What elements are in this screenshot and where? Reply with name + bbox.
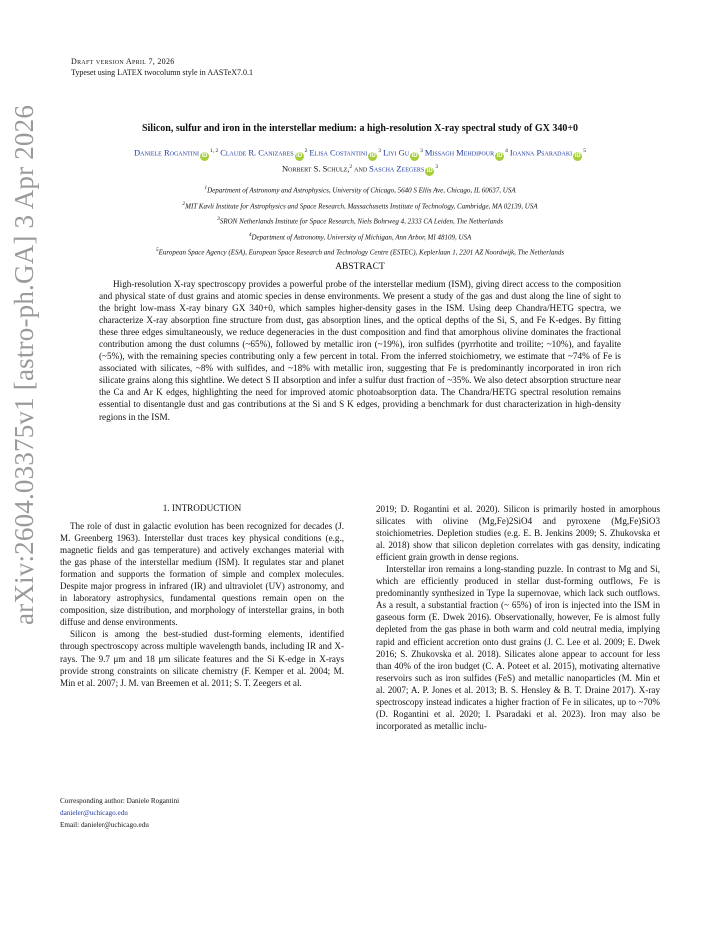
draft-version: Draft version April 7, 2026: [71, 57, 175, 66]
paragraph: 2019; D. Rogantini et al. 2020). Silicon is primarily hosted in amorphous silicates with olivine (Mg,Fe)2SiO4 and pyroxene (Mg,Fe)SiO3 stoichiometries. Depletion studies (e.g. E. B. Jenkins 2009; S. Zhukovska et al. 2018) show that silicon depletion correlates with gas density, indicating efficient grain growth in dense regions.: [376, 504, 660, 563]
affiliation: $^1$Department of Astronomy and Astrophysics, University of Chicago, 5640 S Ellis Ave, Chicago, IL 60637, USA: [204, 185, 516, 195]
paragraph: Silicon is among the best-studied dust-forming elements, identified through spectroscopy across multiple wavelength bands, including IR and X-rays. The 9.7 μm and 18 μm silicate features and the Si K-edge in X-rays provide strong constraints on silicate chemistry (F. Kemper et al. 2004; M. Min et al. 2007; J. M. van Breemen et al. 2011; S. T. Zeegers et al.: [60, 629, 344, 688]
abstract-heading: ABSTRACT: [335, 262, 385, 272]
author-affil: 3: [435, 163, 438, 170]
affiliation: $^3$SRON Netherlands Institute for Space Research, Niels Bohrweg 4, 2333 CA Leiden, The Netherlands: [217, 216, 503, 226]
author-name[interactable]: Elisa Costantini: [309, 147, 368, 158]
orcid-icon[interactable]: iD: [426, 168, 433, 175]
affiliation: $^2$MIT Kavli Institute for Astrophysics and Space Research, Massachusetts Institute of Technology, Cambridge, MA 02139, USA: [182, 200, 538, 210]
left-column: [60, 520, 344, 689]
author-affil: 5: [583, 148, 586, 154]
section-heading: 1. INTRODUCTION: [162, 503, 242, 513]
author-name[interactable]: Liyi Gu: [382, 147, 410, 158]
paragraph: The role of dust in galactic evolution has been recognized for decades (J. M. Greenberg 1963). Interstellar dust traces key physical conditions (e.g., magnetic fields and gas temperature) and actively exchanges material with the gas phase of the interstellar medium (ISM). It regulates star and planet formation and supports the formation of simple and complex molecules. Despite major progress in infrared (IR) and ultraviolet (UV) astronomy, and in laboratory astrophysics, fundamental questions remain open on the composition, size distribution, and morphology of interstellar grains, in both diffuse and dense environments.: [60, 521, 344, 628]
email-link[interactable]: danieler@uchicago.edu: [60, 809, 128, 817]
right-column: [376, 503, 660, 732]
typeset-note: Typeset using LATEX twocolumn style in AASTeX7.0.1: [71, 68, 253, 77]
author-name: Norbert S. Schulz,: [282, 163, 350, 174]
author-name[interactable]: Claude R. Canizares: [220, 147, 294, 158]
arxiv-side-stamp: arXiv:2604.03375v1 [astro-ph.GA] 3 Apr 2026: [9, 104, 39, 625]
author-affil: 1, 2: [209, 148, 219, 154]
orcid-icon[interactable]: iD: [411, 152, 418, 159]
author-list: [60, 145, 660, 176]
corresponding-author: Corresponding author: Daniele Rogantini: [60, 797, 180, 805]
orcid-icon[interactable]: iD: [201, 152, 208, 159]
orcid-icon[interactable]: iD: [574, 152, 581, 159]
author-affil: 2: [349, 163, 353, 170]
author-name[interactable]: Daniele Rogantini: [134, 147, 199, 158]
orcid-icon[interactable]: iD: [496, 152, 503, 159]
abstract-text: High-resolution X-ray spectroscopy provides a powerful probe of the interstellar medium (ISM), giving direct access to the composition and physical state of dust grains and atomic species in dense environments. We present a study of the gas and dust along the line of sight to the bright low-mass X-ray binary GX 340+0, which samples higher-density gases in the ISM. Using deep Chandra/HETG spectra, we characterize X-ray absorption fine structure from dust, gas absorption lines, and the optical depths of the Si, S, and Fe K-edges. By fitting these three edges simultaneously, we reduce degeneracies in the dust composition and find that amorphous olivine dominates the fractional contribution among the dust columns (~65%), followed by metallic iron (~19%), iron sulfides (pyrrhotite and troilite; ~10%), and fayalite (~5%), with the remaining species contributing only a few percent in total. From the inferred stoichiometry, we estimate that ~74% of Fe is associated with silicates, ~8% with sulfides, and ~18% with metallic iron, suggesting that Fe is predominantly incorporated in iron rich silicate grains along this sightline. We detect S II absorption and infer a sulfur dust fraction of ~35%. We also detect absorption structure near the Ca and Ar K edges, highlighting the need for improved atomic photoabsorption data. The Chandra/HETG spectral resolution remains essential to disentangle dust and gas contributions at the Si and S K edges, providing a benchmark for dust characterization in high-density regions in the ISM.: [99, 279, 621, 422]
affiliation: $^4$Department of Astronomy, University of Michigan, Ann Arbor, MI 48109, USA: [248, 231, 472, 241]
author-affil: 4: [505, 148, 508, 154]
header-meta: [71, 56, 253, 78]
author-affil: 3: [420, 148, 423, 154]
footnote: [60, 795, 344, 831]
author-name[interactable]: Ioanna Psaradaki: [509, 147, 573, 158]
and-word: and: [354, 163, 368, 174]
paragraph: Interstellar iron remains a long-standing puzzle. In contrast to Mg and Si, which are efficiently produced in stellar dust-forming outflows, Fe is predominantly synthesized in Type Ia supernovae, which lack such outflows. As a result, a substantial fraction (~ 65%) of iron is injected into the ISM in gaseous form (E. Dwek 2016). Observationally, however, Fe is almost fully depleted from the gas phase in both warm and cold neutral media, implying rapid and efficient accretion onto dust grains (J. C. Lee et al. 2009; E. Dwek 2016; S. Zhukovska et al. 2018). Silicates alone appear to account for less than 40% of the iron budget (C. A. Poteet et al. 2015), motivating alternative reservoirs such as iron sulfides (FeS) and metallic nanoparticles (M. Min et al. 2007; A. P. Jones et al. 2013; B. S. Hensley & B. T. Draine 2017). X-ray spectroscopy instead indicates a higher fraction of Fe in silicates, up to ~70% (D. Rogantini et al. 2020; I. Psaradaki et al. 2023). Iron may also be incorporated as metallic inclu-: [376, 564, 660, 731]
author-affil: 3: [378, 148, 381, 154]
orcid-icon[interactable]: iD: [369, 152, 376, 159]
paper-title: Silicon, sulfur and iron in the interstellar medium: a high-resolution X-ray spectral study of GX 340+0: [141, 123, 579, 134]
author-affil: 2: [304, 148, 308, 154]
orcid-icon[interactable]: iD: [296, 152, 303, 159]
affiliations: [60, 182, 660, 260]
email-line: Email: danieler@uchicago.edu: [60, 821, 149, 829]
affiliation: $^5$European Space Agency (ESA), European Space Research and Technology Centre (ESTEC), Keplerlaan 1, 2201 AZ Noordwijk, The Netherlands: [155, 247, 565, 257]
author-name[interactable]: Sascha Zeegers: [369, 163, 425, 174]
author-name[interactable]: Missagh Mehdipour: [424, 147, 495, 158]
